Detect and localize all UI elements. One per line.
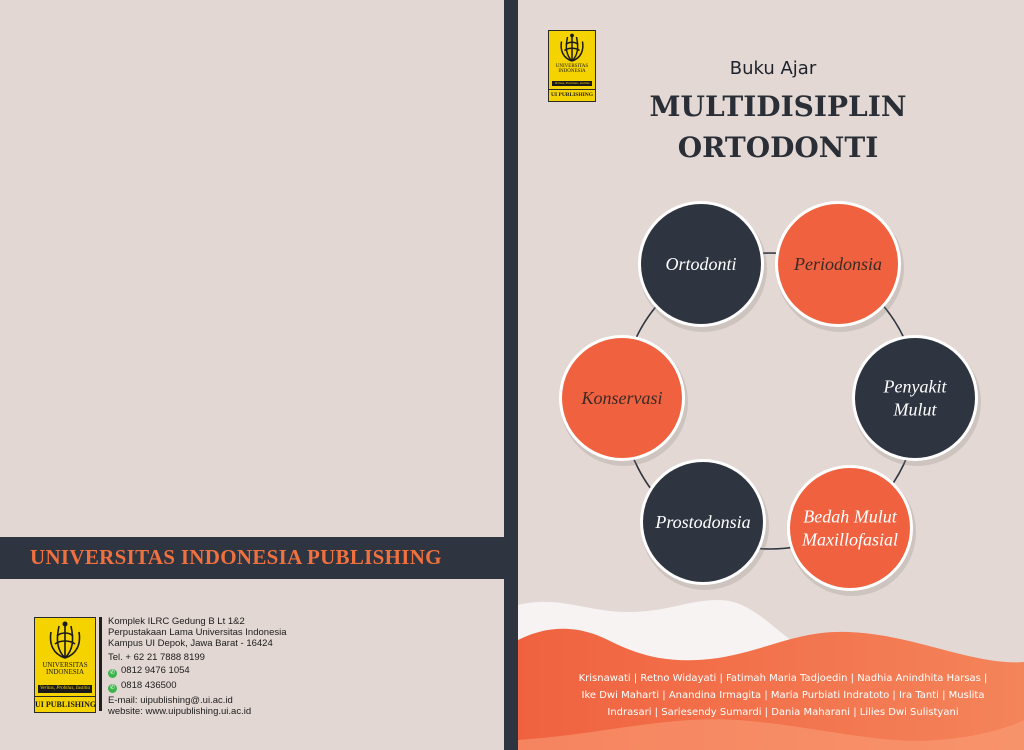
discipline-node (852, 335, 981, 466)
node-circle (790, 468, 910, 588)
author-line: Ike Dwi Maharti | Anandina Irmagita | Maria Purbiati Indratoto | Ira Tanti | Muslita (581, 690, 985, 701)
node-label: Penyakit (883, 376, 947, 397)
node-label: Maxillofasial (802, 529, 898, 550)
node-label: Konservasi (581, 388, 663, 408)
discipline-node (640, 459, 769, 590)
whatsapp-number: 0812 9476 1054 (121, 664, 190, 676)
logo-motto: Veritas, Probitas, Iustitia (552, 81, 592, 86)
logo-emblem-area (35, 618, 95, 696)
publisher-address (108, 616, 287, 717)
logo-line1: UNIVERSITAS (42, 661, 88, 669)
logo-line2: INDONESIA (45, 668, 85, 676)
back-cover (0, 0, 504, 750)
email-address: E-mail: uipublishing@.ui.ac.id (108, 694, 233, 706)
whatsapp-row (108, 680, 287, 693)
node-label: Prostodonsia (655, 512, 751, 532)
node-label: Bedah Mulut (803, 506, 897, 527)
author-line: Indrasari | Sariesendy Sumardi | Dania Maharani | Lilies Dwi Sulistyani (607, 707, 959, 718)
address-divider (99, 617, 102, 711)
logo-motto: Veritas, Probitas, Iustitia (39, 686, 91, 691)
phone-number: Tel. + 62 21 7888 8199 (108, 651, 205, 663)
book-title-line2: ORTODONTI (677, 131, 879, 164)
whatsapp-number: 0818 436500 (121, 679, 177, 691)
publisher-band-text: UNIVERSITAS INDONESIA PUBLISHING (30, 545, 442, 569)
node-label: Periodonsia (794, 254, 882, 274)
discipline-node (787, 465, 916, 596)
node-label: Ortodonti (665, 254, 737, 274)
publisher-band (0, 537, 504, 579)
logo-label: UI PUBLISHING (549, 89, 595, 101)
ui-publishing-logo (34, 617, 96, 713)
discipline-node (559, 335, 688, 466)
discipline-node (638, 201, 767, 332)
logo-line2: INDONESIA (558, 69, 586, 74)
address-line: Perpustakaan Lama Universitas Indonesia (108, 627, 287, 639)
makara-emblem-icon (35, 618, 95, 662)
discipline-node (775, 201, 904, 332)
logo-line1: UNIVERSITAS (555, 64, 589, 69)
book-spine (504, 0, 518, 750)
series-label: Buku Ajar (729, 58, 817, 79)
discipline-wheel (518, 0, 1024, 750)
address-line: Komplek ILRC Gedung B Lt 1&2 (108, 616, 245, 627)
node-circle (855, 338, 975, 458)
book-title-line1: MULTIDISIPLIN (649, 90, 907, 123)
whatsapp-icon: ✆ (109, 684, 116, 691)
website-url: website: www.uipublishing.ui.ac.id (108, 706, 252, 718)
front-cover (518, 0, 1024, 750)
logo-label: UI PUBLISHING (35, 696, 95, 712)
author-line: Krisnawati | Retno Widayati | Fatimah Maria Tadjoedin | Nadhia Anindhita Harsas | (578, 673, 988, 684)
whatsapp-icon: ✆ (109, 669, 116, 676)
author-list (548, 670, 1018, 721)
whatsapp-row (108, 665, 287, 678)
address-line: Kampus UI Depok, Jawa Barat - 16424 (108, 638, 273, 650)
node-label: Mulut (893, 399, 937, 420)
